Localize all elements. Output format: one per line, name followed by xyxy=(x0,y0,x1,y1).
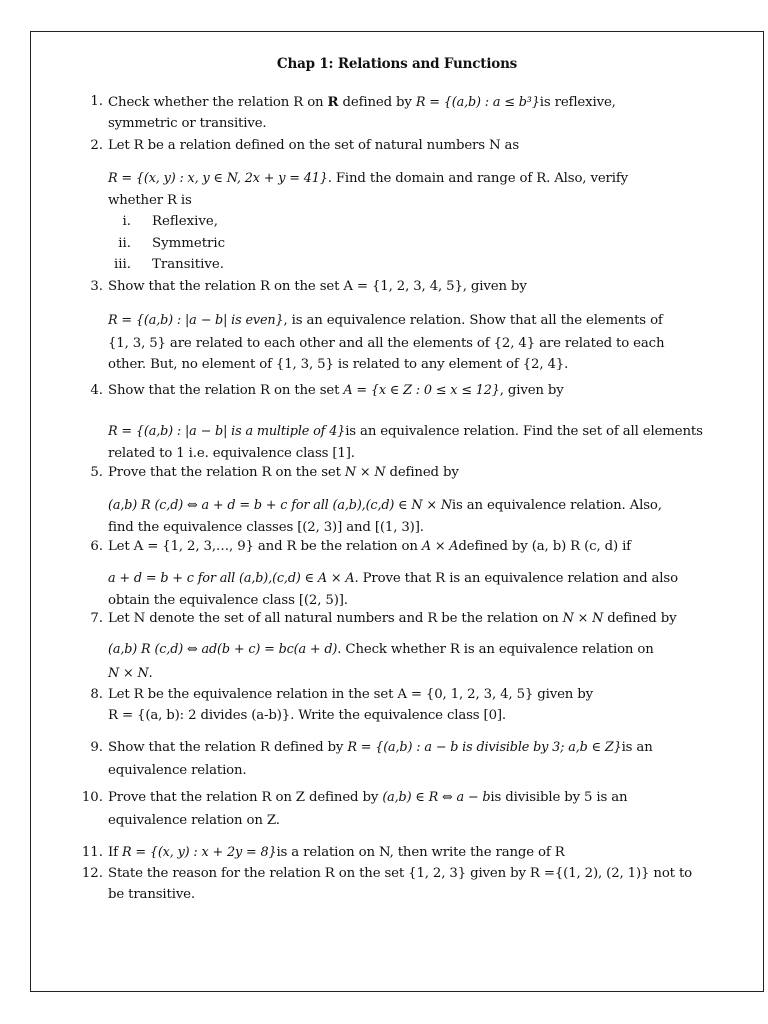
question-text-line xyxy=(108,570,678,588)
question-number: 9. xyxy=(90,740,103,755)
math-expression: R = {(a,b) : a − b is divisible by 3; a,b ∈ Z} xyxy=(347,740,622,755)
text-run: find the equivalence classes [(2, 3)] and [(1, 3)]. xyxy=(108,520,424,535)
text-run: . Prove that R is an equivalence relation and also xyxy=(354,571,678,586)
question-text-line xyxy=(108,382,564,400)
subitem-number: iii. xyxy=(114,257,131,272)
question-text-line xyxy=(108,445,355,463)
text-run: . Check whether R is an equivalence relation on xyxy=(337,642,654,657)
text-run: is a relation on N, then write the range of R xyxy=(276,845,565,860)
question-number: 3. xyxy=(90,279,103,294)
text-run: is an equivalence relation. Find the set of all elements xyxy=(345,424,703,439)
math-expression: R = {(x, y) : x + 2y = 8} xyxy=(121,845,277,860)
text-run: is an xyxy=(621,740,653,755)
question-number: 2. xyxy=(90,138,103,153)
question-text-line xyxy=(108,312,663,330)
question-text-line xyxy=(108,170,628,188)
question-text-line xyxy=(108,335,664,353)
question-text-line xyxy=(108,886,195,904)
question-text-line xyxy=(108,423,703,441)
question-text-line xyxy=(108,641,654,659)
question-text-line xyxy=(108,497,662,515)
question-number: 8. xyxy=(90,687,103,702)
question-number: 1. xyxy=(90,94,103,109)
question-text-line xyxy=(108,464,459,482)
text-run: Prove that the relation R on Z defined by xyxy=(108,790,383,805)
subitem-text: Transitive. xyxy=(152,257,224,272)
question-number: 12. xyxy=(81,866,103,881)
question-text-line xyxy=(108,192,192,210)
math-expression: (a,b) R (c,d) ⇔ ad(b + c) = bc(a + d) xyxy=(108,642,338,657)
subitem-text: Symmetric xyxy=(152,236,226,251)
math-expression: N × N xyxy=(344,465,386,480)
math-expression: N × N xyxy=(108,666,149,681)
question-number: 11. xyxy=(81,845,103,860)
question-text-line xyxy=(108,610,676,628)
text-run: symmetric or transitive. xyxy=(108,116,267,131)
text-run: Show that the relation R defined by xyxy=(108,740,348,755)
text-run: defined by xyxy=(603,611,677,626)
question-text-line xyxy=(108,686,593,704)
text-run: related to 1 i.e. equivalence class [1]. xyxy=(108,446,355,461)
math-expression: (a,b) R (c,d) ⇔ a + d = b + c for all (a,b),(c,d) ∈ N × N xyxy=(108,498,452,513)
text-run: Show that the relation R on the set A = {1, 2, 3, 4, 5}, given by xyxy=(108,279,527,294)
text-run: defined by xyxy=(385,465,459,480)
subitem-number: i. xyxy=(122,214,131,229)
text-run: whether R is xyxy=(108,193,192,208)
text-run: Let N denote the set of all natural numbers and R be the relation on xyxy=(108,611,563,626)
subitem-text: Reflexive, xyxy=(152,214,218,229)
math-expression: (a,b) ∈ R ⇔ a − b xyxy=(382,790,491,805)
bold-symbol: R xyxy=(327,95,339,110)
math-expression: R = {(a,b) : a ≤ b³} xyxy=(415,95,540,110)
question-text-line xyxy=(108,538,631,556)
text-run: equivalence relation on Z. xyxy=(108,813,280,828)
text-run: , given by xyxy=(499,383,564,398)
text-run: is an equivalence relation. Also, xyxy=(451,498,662,513)
text-run: defined by (a, b) R (c, d) if xyxy=(458,539,631,554)
text-run: State the reason for the relation R on the set {1, 2, 3} given by R ={(1, 2), (2, 1)} not to xyxy=(108,866,692,881)
question-number: 6. xyxy=(90,539,103,554)
text-run: Show that the relation R on the set xyxy=(108,383,344,398)
document-page xyxy=(30,31,764,992)
text-run: be transitive. xyxy=(108,887,195,902)
question-text-line xyxy=(108,762,247,780)
math-expression: A = {x ∈ Z : 0 ≤ x ≤ 12} xyxy=(343,383,500,398)
text-run: . xyxy=(148,666,153,681)
question-text-line xyxy=(108,137,519,155)
text-run: defined by xyxy=(338,95,416,110)
question-text-line xyxy=(108,115,267,133)
question-text-line xyxy=(108,592,348,610)
text-run: other. But, no element of {1, 3, 5} is related to any element of {2, 4}. xyxy=(108,357,569,372)
question-text-line xyxy=(108,789,627,807)
text-run: {1, 3, 5} are related to each other and all the elements of {2, 4} are related to each xyxy=(108,336,665,351)
math-expression: R = {(a,b) : |a − b| is a multiple of 4} xyxy=(108,424,346,439)
math-expression: A × A xyxy=(421,539,459,554)
question-number: 5. xyxy=(90,465,103,480)
text-run: If xyxy=(108,845,122,860)
question-text-line xyxy=(108,844,565,862)
question-text-line xyxy=(108,739,653,757)
text-run: is reflexive, xyxy=(539,95,616,110)
text-run: . Find the domain and range of R. Also, verify xyxy=(327,171,628,186)
text-run: Prove that the relation R on the set xyxy=(108,465,345,480)
text-run: equivalence relation. xyxy=(108,763,247,778)
text-run: R = {(a, b): 2 divides (a-b)}. Write the equivalence class [0]. xyxy=(108,708,507,723)
question-text-line xyxy=(108,519,424,537)
subitem-number: ii. xyxy=(118,236,131,251)
question-text-line xyxy=(108,707,506,725)
question-text-line xyxy=(108,278,527,296)
text-run: is divisible by 5 is an xyxy=(490,790,628,805)
question-number: 4. xyxy=(90,383,103,398)
math-expression: N × N xyxy=(562,611,604,626)
question-number: 7. xyxy=(90,611,103,626)
text-run: Let A = {1, 2, 3,…, 9} and R be the relation on xyxy=(108,539,422,554)
math-expression: a + d = b + c for all (a,b),(c,d) ∈ A × A xyxy=(108,571,355,586)
math-expression: R = {(x, y) : x, y ∈ N, 2x + y = 41} xyxy=(108,171,328,186)
text-run: Check whether the relation R on xyxy=(108,95,328,110)
question-text-line xyxy=(108,356,568,374)
text-run: Let R be the equivalence relation in the set A = {0, 1, 2, 3, 4, 5} given by xyxy=(108,687,594,702)
page-title: Chap 1: Relations and Functions xyxy=(276,56,518,72)
question-text-line xyxy=(108,665,153,683)
text-run: , is an equivalence relation. Show that all the elements of xyxy=(283,313,663,328)
text-run: obtain the equivalence class [(2, 5)]. xyxy=(108,593,348,608)
question-text-line xyxy=(108,812,280,830)
question-text-line xyxy=(108,94,616,112)
question-number: 10. xyxy=(81,790,103,805)
text-run: Let R be a relation defined on the set of natural numbers N as xyxy=(108,138,520,153)
question-text-line xyxy=(108,865,692,883)
math-expression: R = {(a,b) : |a − b| is even} xyxy=(108,313,284,328)
